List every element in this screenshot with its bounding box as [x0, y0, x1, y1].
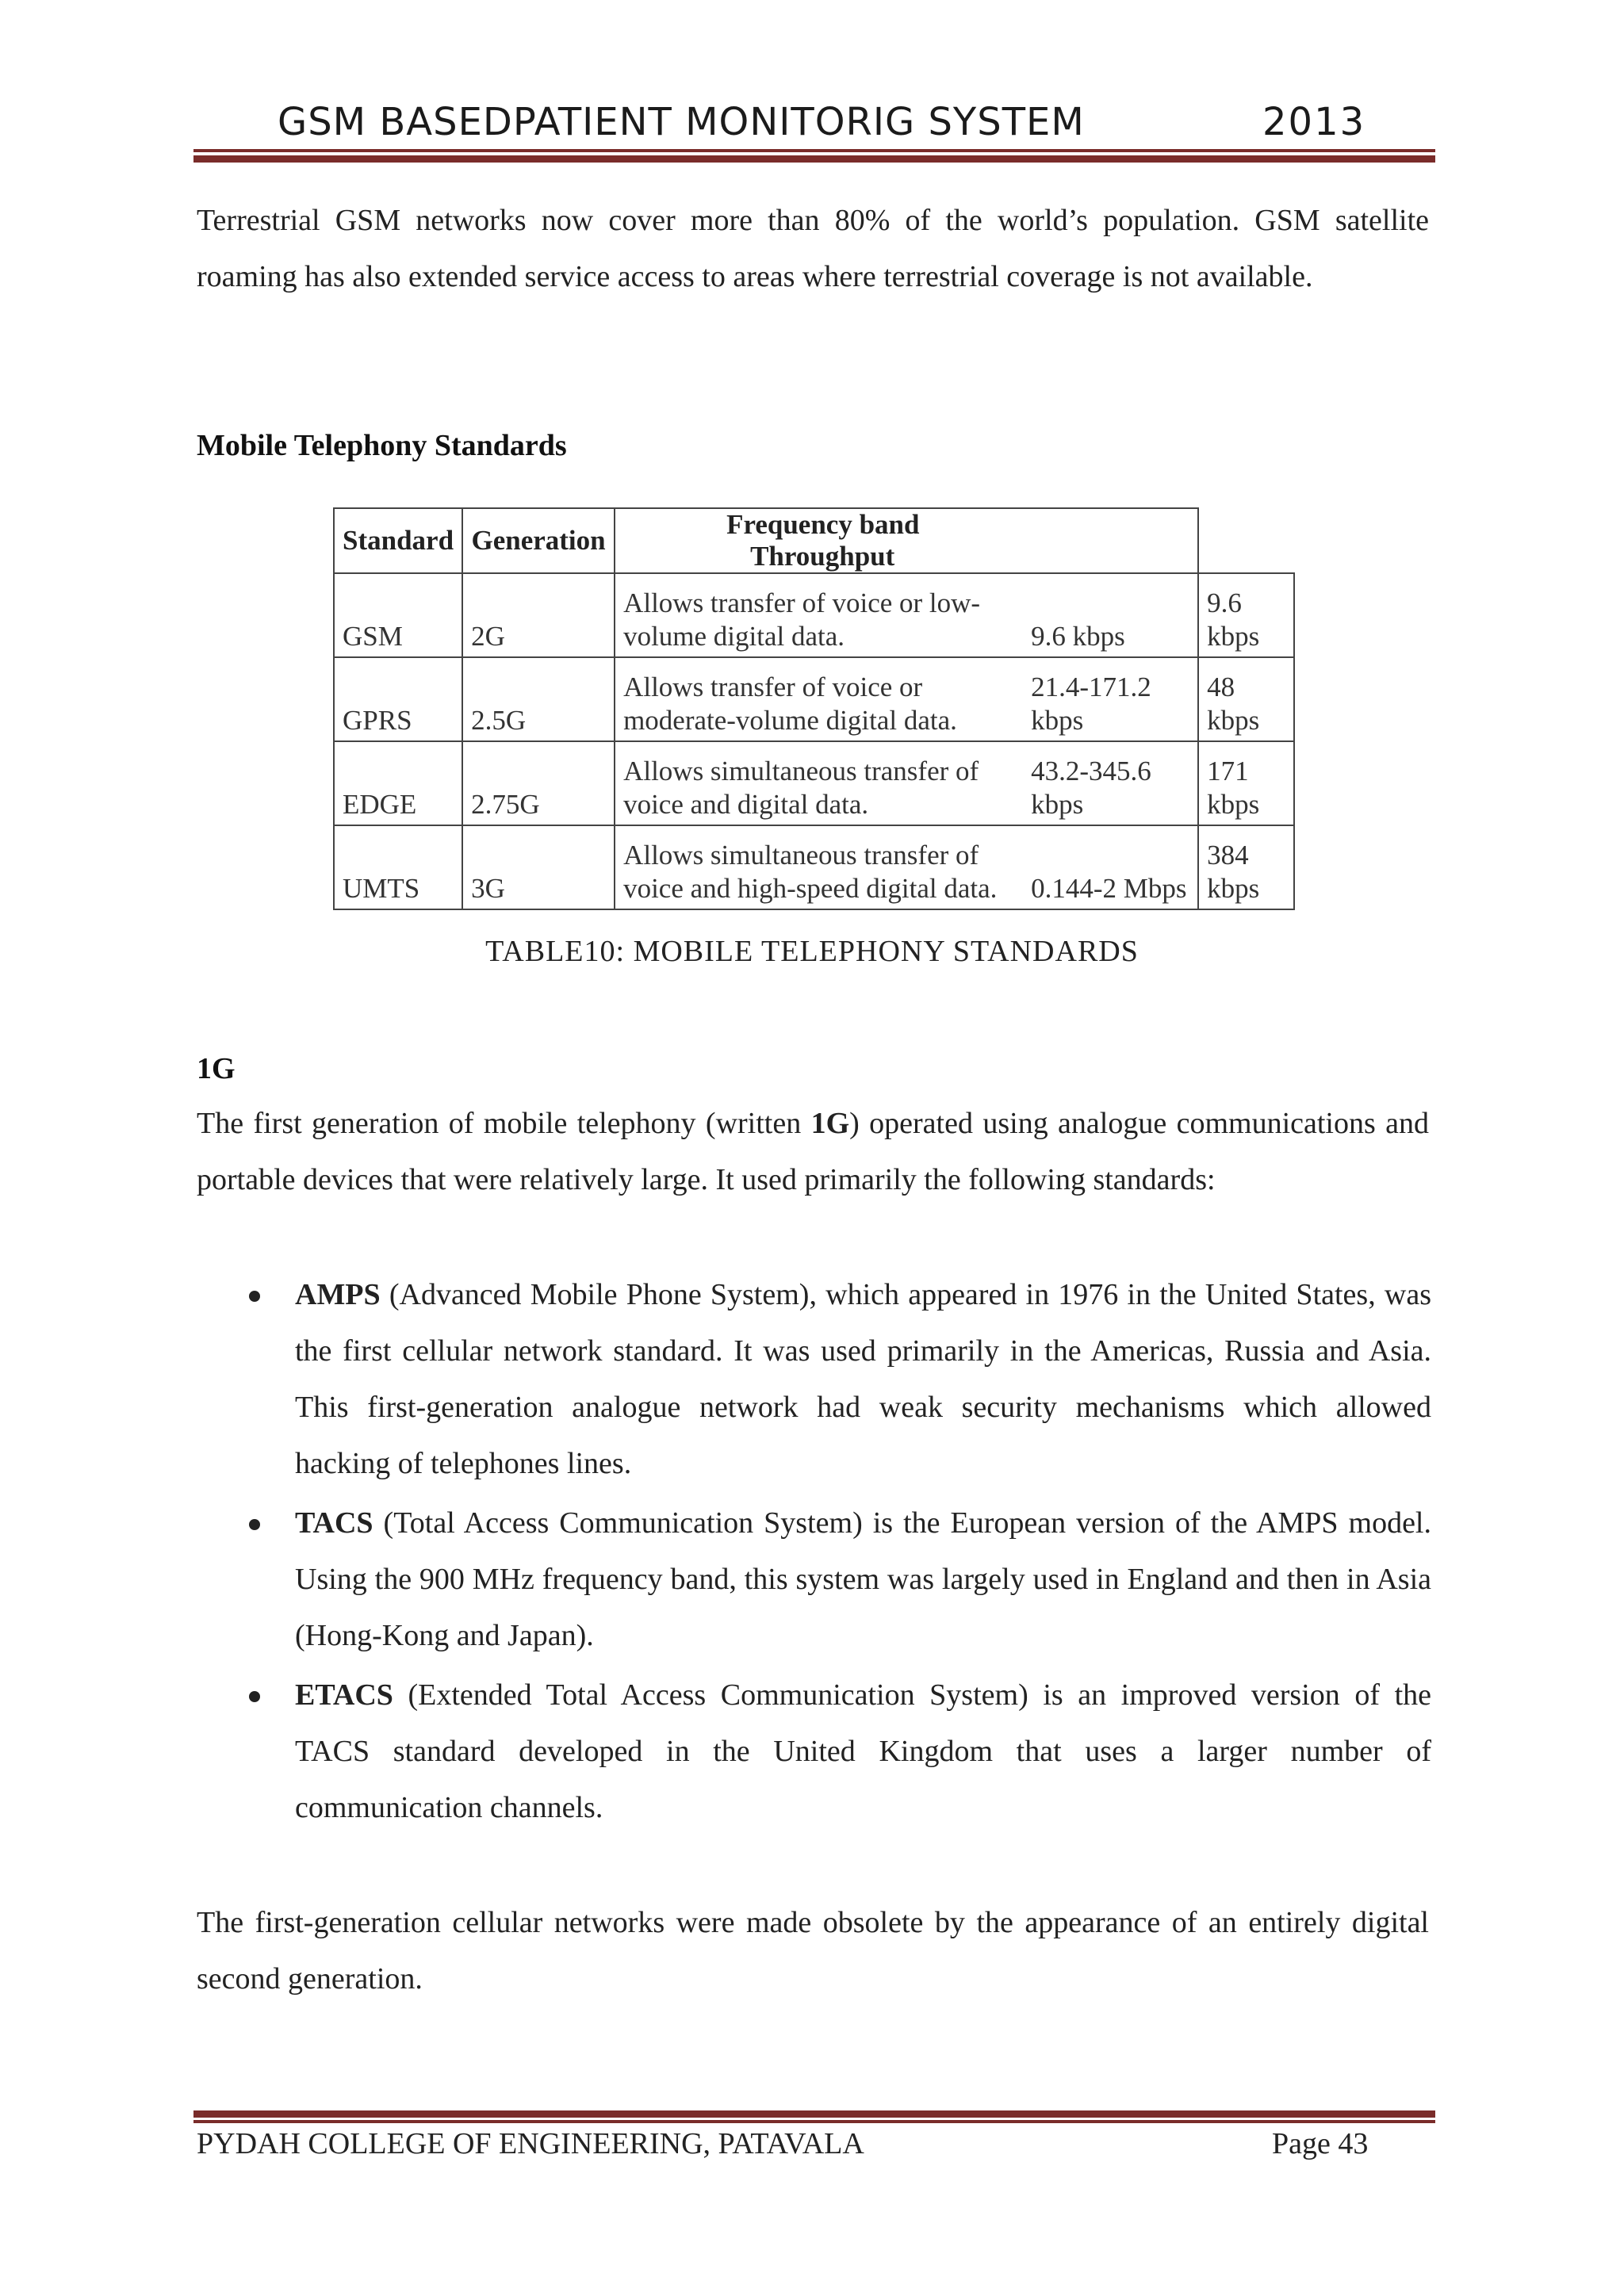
cell-throughput: 48 kbps [1198, 657, 1294, 741]
document-year: 2013 [1262, 100, 1366, 144]
bullet-icon [249, 1691, 260, 1702]
document-title: GSM BASEDPATIENT MONITORIG SYSTEM [278, 100, 1085, 144]
cell-generation: 2G [462, 573, 615, 657]
cell-throughput: 384 kbps [1198, 825, 1294, 909]
header-generation: Generation [462, 508, 615, 573]
list-item [246, 1267, 1431, 1492]
closing-paragraph: The first-generation cellular networks were made obsolete by the appearance of an entirely digital second generation. [197, 1906, 1429, 1996]
list-item [246, 1495, 1431, 1664]
cell-throughput: 9.6 kbps [1198, 573, 1294, 657]
cell-description: Allows transfer of voice or moderate-volume digital data. [615, 657, 1023, 741]
bullet-text: (Total Access Communication System) is the European version of the AMPS model. Using the 900 MHz frequency band, this system was largely used in England and then in Asia (Hong-Kong and Japan). [295, 1506, 1431, 1652]
header-standard: Standard [334, 508, 462, 573]
bullet-term: TACS [295, 1506, 373, 1540]
table-row [334, 741, 1294, 825]
section-1g-heading: 1G [197, 1052, 236, 1085]
footer-rule-thin [193, 2120, 1435, 2123]
cell-description: Allows transfer of voice or low-volume digital data. [615, 573, 1023, 657]
header-frequency: Frequency band [726, 509, 920, 540]
cell-description: Allows simultaneous transfer of voice and digital data. [615, 741, 1023, 825]
header-throughput: Throughput [750, 541, 895, 572]
cell-generation: 2.75G [462, 741, 615, 825]
footer-rule-thick [193, 2110, 1435, 2118]
bullet-text: (Extended Total Access Communication System) is an improved version of the TACS standard developed in the United Kingdom that uses a larger number of communication channels. [295, 1678, 1431, 1824]
table-header-row [334, 508, 1294, 573]
header-empty [1198, 508, 1294, 573]
standards-table [333, 507, 1295, 910]
header-frequency-throughput [615, 508, 1198, 573]
cell-standard: GSM [334, 573, 462, 657]
bullet-icon [249, 1519, 260, 1530]
page-header [197, 94, 1435, 157]
list-item [246, 1667, 1431, 1836]
section-1g-intro [197, 1096, 1429, 1208]
cell-standard: EDGE [334, 741, 462, 825]
cell-frequency: 9.6 kbps [1023, 573, 1198, 657]
cell-standard: GPRS [334, 657, 462, 741]
intro-text-end: ) operated using analogue communications and portable devices that were relatively large. It used primarily the following standards: [197, 1107, 1429, 1196]
table-caption: TABLE10: MOBILE TELEPHONY STANDARDS [485, 935, 1139, 968]
section-heading: Mobile Telephony Standards [197, 429, 567, 462]
intro-text-start: The first generation of mobile telephony (written [197, 1107, 811, 1140]
bullet-text: (Advanced Mobile Phone System), which appeared in 1976 in the United States, was the first cellular network standard. It was used primarily in the Americas, Russia and Asia. This first-generation analogue network had weak security mechanisms which allowed hacking of telephones lines. [295, 1278, 1431, 1480]
cell-frequency: 0.144-2 Mbps [1023, 825, 1198, 909]
table-row [334, 573, 1294, 657]
cell-standard: UMTS [334, 825, 462, 909]
intro-paragraph: Terrestrial GSM networks now cover more than 80% of the world’s population. GSM satellite roaming has also extended service access to areas where terrestrial coverage is not available. [197, 204, 1429, 293]
cell-description: Allows simultaneous transfer of voice and high-speed digital data. [615, 825, 1023, 909]
header-rule-thin [193, 149, 1435, 152]
cell-throughput: 171 kbps [1198, 741, 1294, 825]
header-rule-thick [193, 155, 1435, 163]
page-number: Page 43 [1272, 2127, 1369, 2160]
bullet-term: ETACS [295, 1678, 393, 1712]
intro-text-bold: 1G [810, 1107, 850, 1140]
cell-generation: 2.5G [462, 657, 615, 741]
bullet-icon [249, 1291, 260, 1302]
cell-generation: 3G [462, 825, 615, 909]
bullet-term: AMPS [295, 1278, 381, 1311]
standards-bullet-list [246, 1267, 1431, 1839]
footer-college: PYDAH COLLEGE OF ENGINEERING, PATAVALA [197, 2127, 864, 2160]
cell-frequency: 43.2-345.6 kbps [1023, 741, 1198, 825]
cell-frequency: 21.4-171.2 kbps [1023, 657, 1198, 741]
table-row [334, 825, 1294, 909]
table-row [334, 657, 1294, 741]
